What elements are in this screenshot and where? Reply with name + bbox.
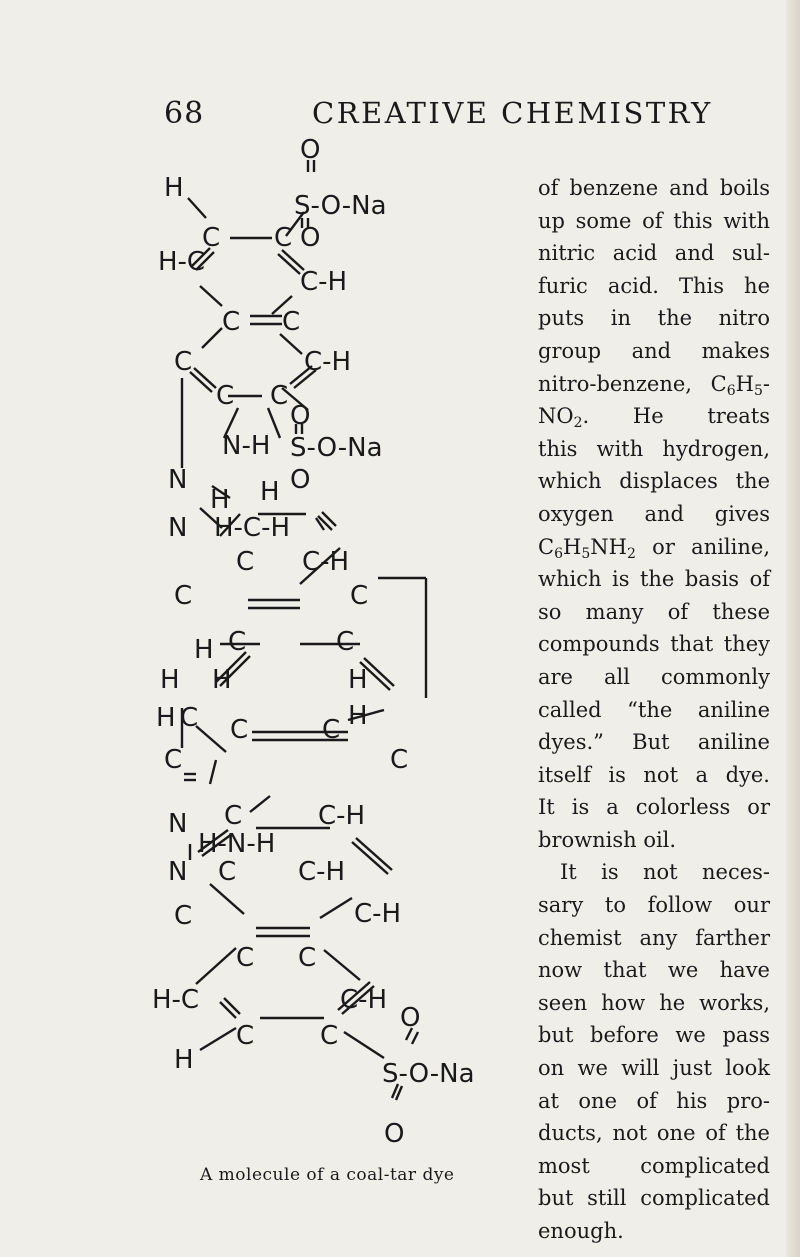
atom-label-carbon: C	[164, 745, 183, 775]
text-line: most complicated	[538, 1153, 770, 1178]
atom-label-ch: C-H	[304, 347, 352, 377]
atom-label-oxygen: O	[384, 1119, 405, 1149]
atom-label-oxygen: O	[290, 465, 311, 495]
atom-label-oxygen: O	[290, 401, 311, 431]
page-number: 68	[164, 96, 205, 131]
text-line: nitric acid and sul-	[538, 241, 770, 266]
atom-label-hydrogen: H	[194, 635, 214, 665]
atom-label-hydrogen: H	[164, 173, 184, 203]
text-line: It is not neces-	[560, 860, 770, 885]
text-line: up some of this with	[538, 208, 770, 233]
atom-label-carbon: C	[282, 307, 301, 337]
atom-label-hydrogen: H	[174, 1045, 194, 1075]
atom-label-carbon: C	[230, 715, 249, 745]
atom-label-ch: C-H	[300, 267, 348, 297]
atom-label-carbon: C	[236, 547, 255, 577]
text-line: on we will just look	[538, 1056, 770, 1081]
atom-label-carbon: C	[216, 381, 235, 411]
atom-label-hydrogen: H	[260, 477, 280, 507]
text-line: puts in the nitro	[538, 306, 770, 331]
atom-label-oxygen: O	[300, 135, 321, 165]
text-line: oxygen and gives	[538, 501, 770, 526]
text-line: this with hydrogen,	[538, 436, 770, 461]
text-line: chemist any farther	[538, 925, 770, 950]
text-line: group and makes	[538, 338, 770, 363]
molecule-diagram	[152, 135, 520, 1158]
atom-label-carbon: C	[224, 801, 243, 831]
atom-label-ch: C-H	[298, 857, 346, 887]
atom-label-carbon: C	[180, 703, 199, 733]
text-line: seen how he works,	[538, 990, 770, 1015]
text-line: are all commonly	[538, 664, 770, 689]
atom-label-carbon: C	[270, 381, 289, 411]
text-line: but before we pass	[538, 1023, 770, 1048]
text-line: now that we have	[538, 958, 770, 983]
text-line: brownish oil.	[538, 827, 677, 852]
atom-label-nitrogen: N	[168, 513, 188, 543]
atom-label-carbon: C	[320, 1021, 339, 1051]
running-head: CREATIVE CHEMISTRY	[312, 96, 713, 130]
atom-label-carbon: C	[174, 347, 193, 377]
atom-label-carbon: C	[274, 223, 293, 253]
atom-label-carbon: C	[228, 627, 247, 657]
text-line: called “the aniline	[538, 697, 770, 722]
text-line: dyes.” But aniline	[538, 730, 770, 755]
atom-label-sulfonate: S-O-Na	[294, 191, 387, 221]
atom-label-sulfonate: S-O-Na	[382, 1059, 475, 1089]
text-line: but still complicated	[538, 1186, 770, 1211]
atom-label-oxygen: O	[300, 223, 321, 253]
atom-label-hch: H-C-H	[214, 513, 291, 543]
text-line: which displaces the	[538, 469, 770, 494]
atom-label-carbon: C	[218, 857, 237, 887]
text-line: $NO_2$. He treats	[538, 404, 770, 432]
text-line: nitro-benzene, $C_6H_5-$	[538, 371, 770, 399]
text-line: $C_6H_5NH_2$ or aniline,	[538, 534, 770, 562]
atom-label-oxygen: O	[400, 1003, 421, 1033]
text-line: which is the basis of	[538, 567, 770, 592]
atom-label-nitrogen: N	[168, 465, 188, 495]
atom-label-carbon: C	[236, 943, 255, 973]
text-line: ducts, not one of the	[538, 1121, 770, 1146]
atom-label-carbon: C	[236, 1021, 255, 1051]
paragraph-2	[538, 856, 770, 1247]
text-line: at one of his pro-	[538, 1088, 770, 1113]
atom-label-ch: C-H	[302, 547, 350, 577]
atom-label-hydrogen: H	[348, 665, 368, 695]
text-line: itself is not a dye.	[538, 762, 770, 787]
atom-label-carbon: C	[174, 581, 193, 611]
atom-label-hydrogen: H	[210, 485, 230, 515]
text-line: compounds that they	[538, 632, 770, 657]
atom-label-hydrogen: H	[348, 701, 368, 731]
atom-label-sulfonate: S-O-Na	[290, 433, 383, 463]
atom-label-ch: C-H	[354, 899, 402, 929]
atom-label-hydrogen: H	[160, 665, 180, 695]
atom-label-nh: N-H	[222, 431, 271, 461]
atom-label-hydrogen: H	[156, 703, 176, 733]
page-header	[0, 96, 800, 136]
page-edge-shadow	[786, 0, 800, 1257]
atom-label-carbon: C	[298, 943, 317, 973]
text-line: It is a colorless or	[538, 795, 770, 820]
atom-label-ch: H-C	[158, 247, 206, 277]
paragraph-1	[538, 172, 770, 856]
atom-label-carbon: C	[202, 223, 221, 253]
text-line: sary to follow our	[538, 893, 770, 918]
text-line: so many of these	[538, 599, 770, 624]
atom-label-ch: C-H	[340, 985, 388, 1015]
body-text	[538, 172, 770, 1248]
text-line: furic acid. This he	[538, 273, 770, 298]
molecule-structure-svg	[152, 135, 520, 1158]
atom-label-carbon: C	[350, 581, 369, 611]
atom-label-ch: C-H	[318, 801, 366, 831]
atom-label-nitrogen: N	[168, 809, 188, 839]
atom-label-ch: H-C	[152, 985, 200, 1015]
atom-label-hnh: H-N-H	[198, 829, 276, 859]
atom-label-carbon: C	[390, 745, 409, 775]
text-line: of benzene and boils	[538, 176, 770, 200]
atom-label-carbon: C	[174, 901, 193, 931]
atom-label-hydrogen: H	[212, 665, 232, 695]
text-line: enough.	[538, 1219, 624, 1243]
atom-label-carbon: C	[336, 627, 355, 657]
atom-label-carbon: C	[222, 307, 241, 337]
atom-label-nitrogen: N	[168, 857, 188, 887]
figure-caption: A molecule of a coal-tar dye	[200, 1165, 455, 1185]
atom-label-carbon: C	[322, 715, 341, 745]
